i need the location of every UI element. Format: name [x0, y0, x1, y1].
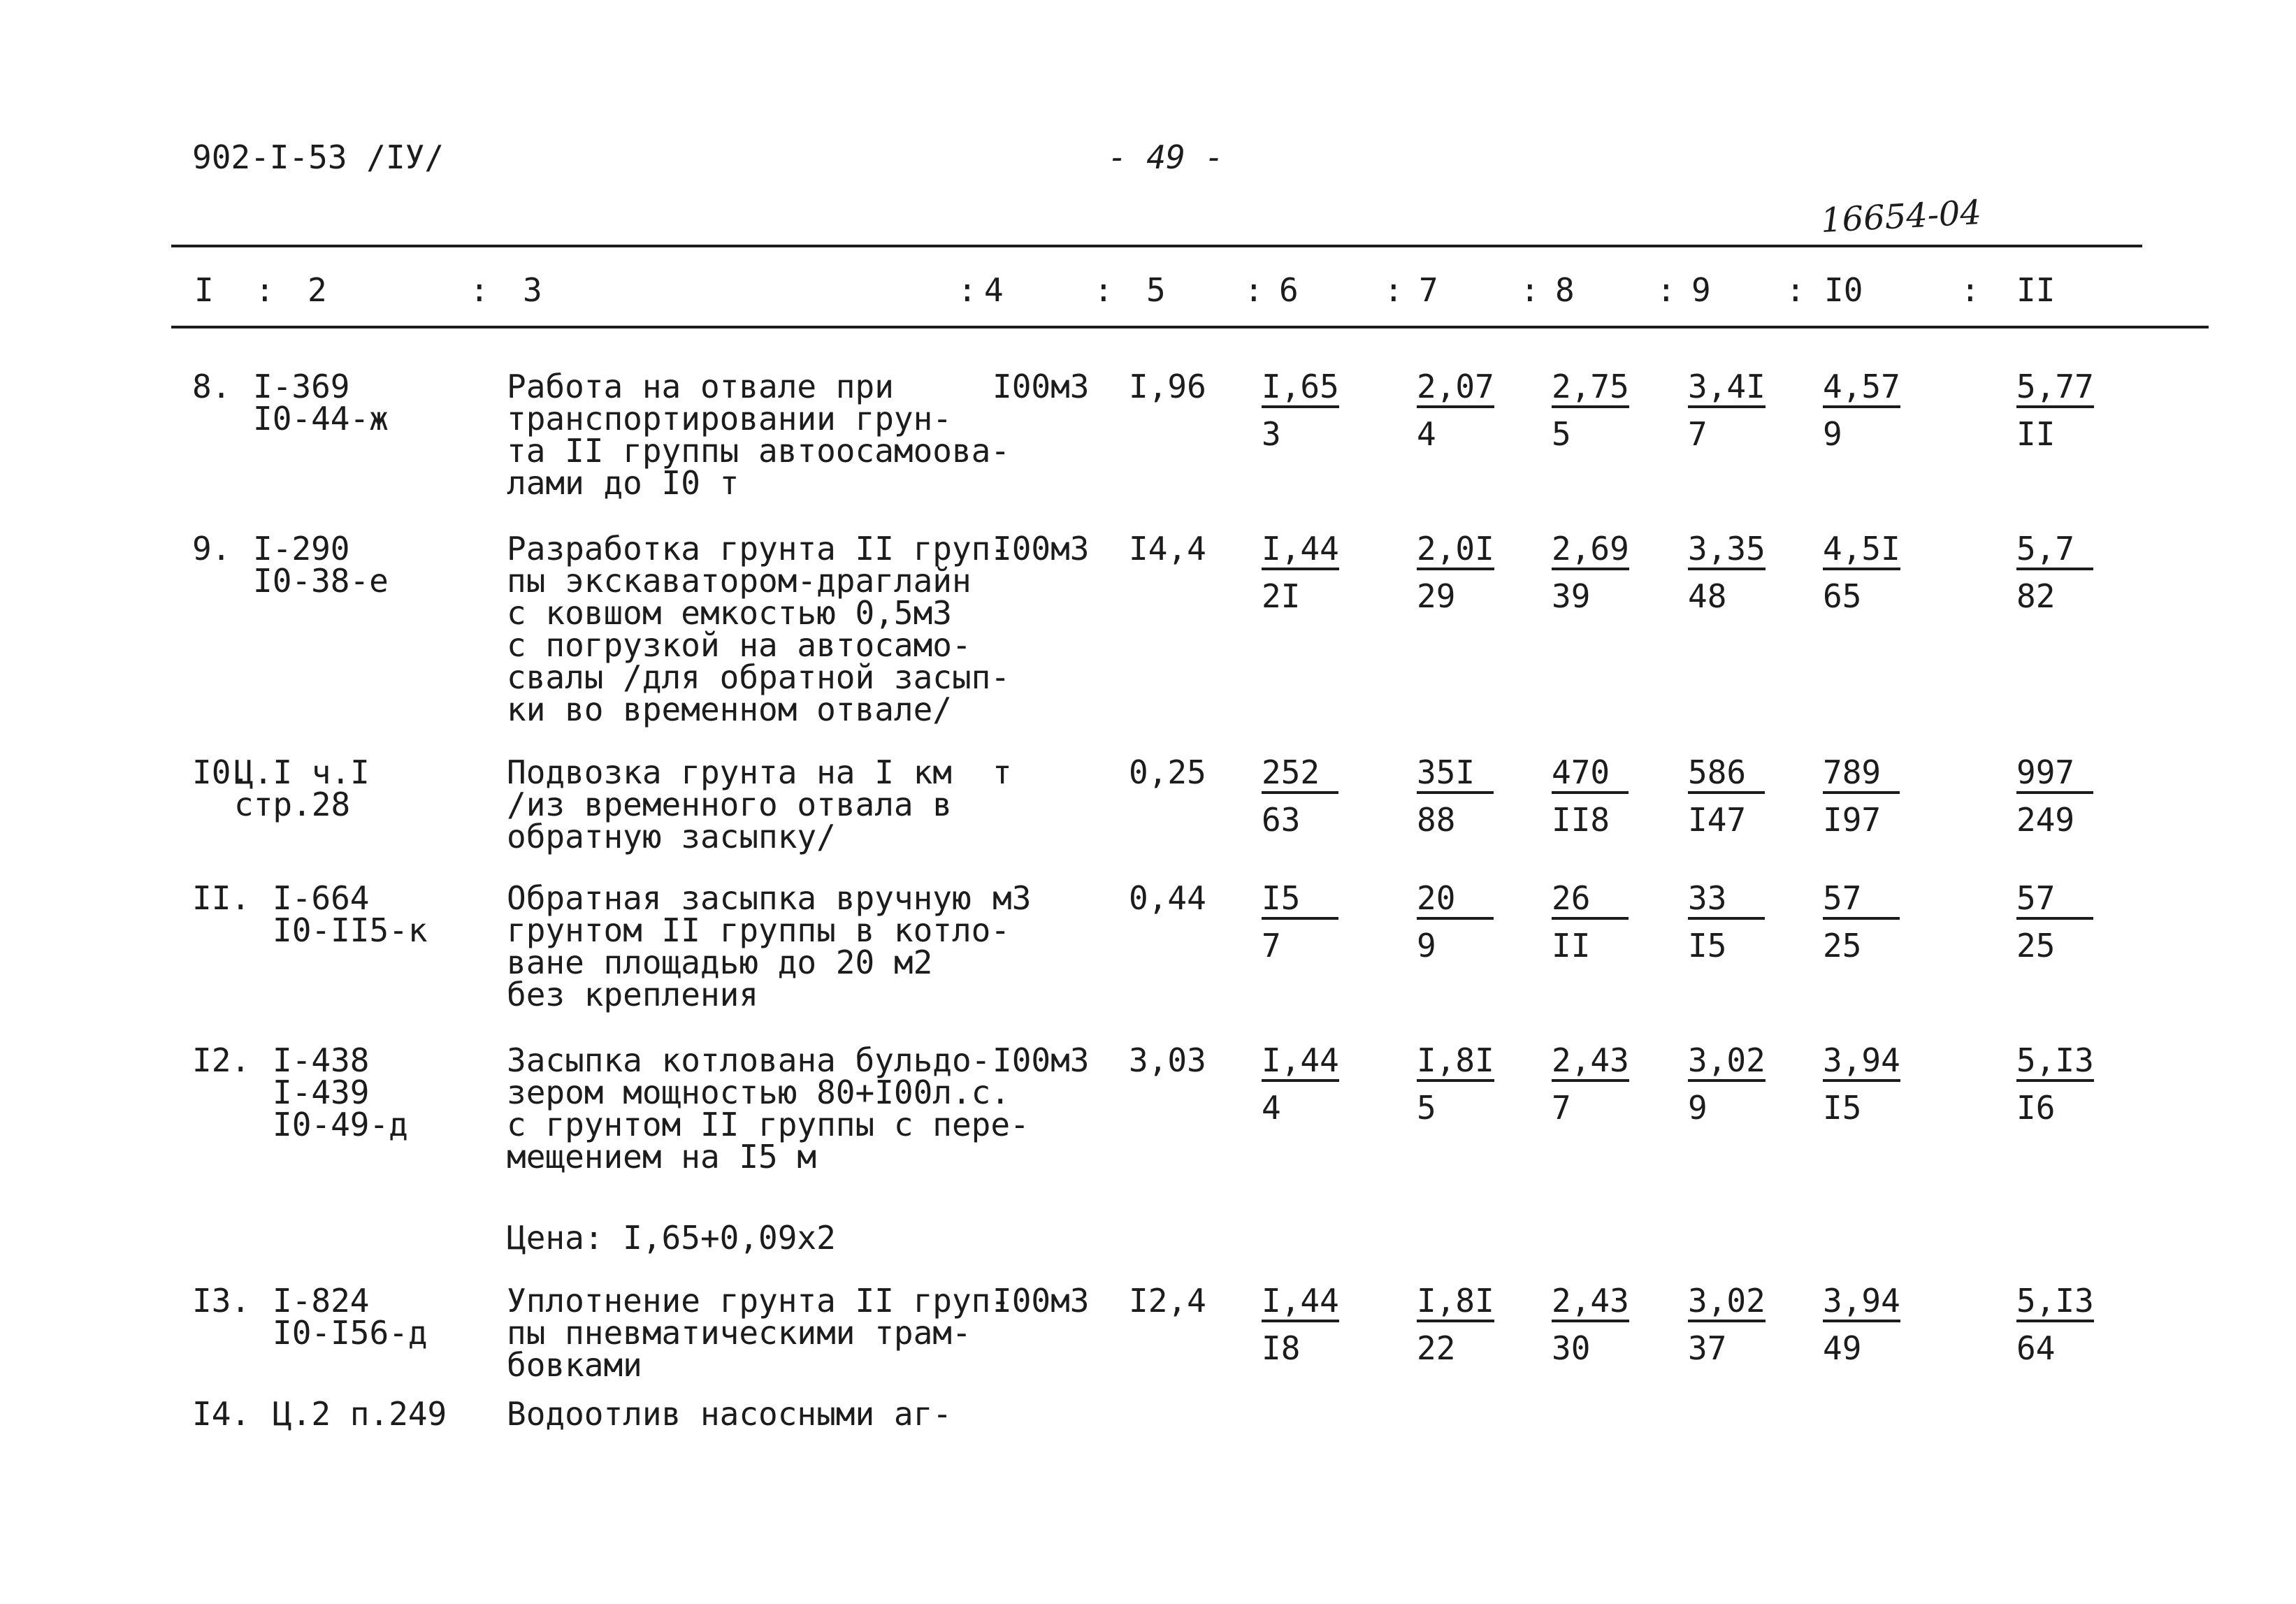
cost-total: 7 — [1552, 1089, 1571, 1127]
cost-fraction-col-9 — [1688, 879, 1765, 964]
column-separator: : — [1384, 271, 1403, 309]
cost-fraction-col-6 — [1262, 1282, 1339, 1367]
column-header-7: 7 — [1419, 271, 1438, 309]
cost-fraction-col-6 — [1262, 368, 1339, 453]
row-number: 8. — [192, 368, 231, 405]
column-separator: : — [470, 271, 489, 309]
cost-total: 29 — [1417, 577, 1456, 615]
work-description-line: лами до I0 т — [507, 464, 739, 502]
cost-total: I8 — [1262, 1329, 1301, 1367]
cost-total: 88 — [1417, 801, 1456, 839]
cost-fraction-col-6 — [1262, 753, 1338, 839]
registration-stamp: 16654-04 — [1819, 193, 1983, 240]
work-description-line: Работа на отвале при — [507, 368, 894, 405]
quantity: 3,03 — [1129, 1041, 1206, 1079]
work-description-line: бовками — [507, 1346, 642, 1384]
cost-total: 4 — [1262, 1089, 1281, 1127]
norm-code: I-824 — [273, 1282, 370, 1320]
cost-value: 20 — [1417, 882, 1494, 920]
header-bottom-rule — [171, 326, 2209, 328]
cost-total: II — [2016, 415, 2056, 453]
price-note: Цена: I,65+0,09х2 — [507, 1219, 836, 1257]
cost-total: I6 — [2016, 1089, 2056, 1127]
cost-value: 5,77 — [2016, 370, 2094, 408]
column-header-10: I0 — [1824, 271, 1863, 309]
column-separator: : — [1520, 271, 1540, 309]
unit: м3 — [992, 879, 1032, 917]
cost-fraction-col-10 — [1823, 368, 1900, 453]
cost-value: 5,7 — [2016, 533, 2093, 570]
cost-value: 252 — [1262, 756, 1338, 794]
norm-code: I0-II5-к — [273, 911, 428, 949]
header-top-rule — [171, 245, 2142, 247]
cost-value: 4,5I — [1823, 533, 1900, 570]
cost-fraction-col-8 — [1552, 1041, 1629, 1127]
cost-value: 586 — [1688, 756, 1765, 794]
work-description-line: пы пневматическими трам- — [507, 1314, 972, 1352]
cost-total: 64 — [2016, 1329, 2056, 1367]
cost-total: 49 — [1823, 1329, 1862, 1367]
column-header-6: 6 — [1279, 271, 1299, 309]
work-description-line: свалы /для обратной засып- — [507, 658, 1011, 696]
unit: I00м3 — [992, 1041, 1090, 1079]
cost-fraction-col-9 — [1688, 530, 1766, 615]
row-number: II. — [192, 879, 251, 917]
cost-value: 789 — [1823, 756, 1900, 794]
cost-fraction-col-9 — [1688, 1282, 1766, 1367]
work-description-line: без крепления — [507, 976, 759, 1013]
work-description-line: обратную засыпку/ — [507, 818, 836, 855]
cost-value: 5,I3 — [2016, 1044, 2094, 1082]
cost-fraction-col-8 — [1552, 753, 1629, 839]
work-description-line: /из временного отвала в — [507, 786, 952, 823]
column-header-9: 9 — [1691, 271, 1711, 309]
cost-value: 2,75 — [1552, 370, 1629, 408]
column-separator: : — [1786, 271, 1805, 309]
column-separator: : — [1094, 271, 1113, 309]
cost-fraction-col-7 — [1417, 368, 1494, 453]
cost-total: 39 — [1552, 577, 1591, 615]
work-description-line: с грунтом II группы с пере- — [507, 1106, 1030, 1143]
quantity: I2,4 — [1129, 1282, 1206, 1320]
column-header-3: 3 — [523, 271, 542, 309]
cost-total: II8 — [1552, 801, 1610, 839]
cost-value: 26 — [1552, 882, 1629, 920]
column-header-1: I — [194, 271, 214, 309]
cost-total: 9 — [1417, 927, 1436, 964]
cost-fraction-col-10 — [1823, 1282, 1900, 1367]
cost-fraction-col-8 — [1552, 879, 1629, 964]
cost-value: I,8I — [1417, 1044, 1494, 1082]
cost-fraction-col-11 — [2016, 879, 2093, 964]
cost-value: 2,69 — [1552, 533, 1629, 570]
cost-total: 48 — [1688, 577, 1727, 615]
norm-code: I0-38-е — [253, 562, 389, 600]
cost-value: 4,57 — [1823, 370, 1900, 408]
cost-total: 9 — [1823, 415, 1842, 453]
work-description-line: с погрузкой на автосамо- — [507, 626, 972, 664]
cost-value: I,44 — [1262, 1044, 1339, 1082]
cost-total: 9 — [1688, 1089, 1707, 1127]
unit: I00м3 — [992, 530, 1090, 568]
cost-value: 2,43 — [1552, 1044, 1629, 1082]
cost-value: 2,0I — [1417, 533, 1494, 570]
cost-fraction-col-9 — [1688, 1041, 1766, 1127]
cost-total: 65 — [1823, 577, 1862, 615]
cost-value: 3,4I — [1688, 370, 1766, 408]
quantity: 0,44 — [1129, 879, 1206, 917]
row-number: I3. — [192, 1282, 251, 1320]
quantity: I,96 — [1129, 368, 1206, 405]
cost-total: 5 — [1552, 415, 1571, 453]
work-description-line: Засыпка котлована бульдо- — [507, 1041, 991, 1079]
row-number: I2. — [192, 1041, 251, 1079]
cost-total: 4 — [1417, 415, 1436, 453]
column-header-2: 2 — [308, 271, 327, 309]
cost-value: I,65 — [1262, 370, 1339, 408]
cost-fraction-col-8 — [1552, 530, 1629, 615]
cost-fraction-col-6 — [1262, 1041, 1339, 1127]
row-number: I4. — [192, 1395, 251, 1433]
cost-fraction-col-10 — [1823, 753, 1900, 839]
cost-fraction-col-11 — [2016, 753, 2093, 839]
cost-fraction-col-8 — [1552, 368, 1629, 453]
unit: I00м3 — [992, 1282, 1090, 1320]
unit: т — [992, 753, 1012, 791]
cost-total: II — [1552, 927, 1591, 964]
cost-total: 7 — [1688, 415, 1707, 453]
cost-fraction-col-7 — [1417, 753, 1494, 839]
cost-value: 470 — [1552, 756, 1629, 794]
work-description-line: грунтом II группы в котло- — [507, 911, 1011, 949]
column-header-5: 5 — [1146, 271, 1166, 309]
cost-fraction-col-10 — [1823, 1041, 1900, 1127]
cost-value: 57 — [2016, 882, 2093, 920]
cost-fraction-col-11 — [2016, 530, 2093, 615]
work-description-line: Водоотлив насосными аг- — [507, 1395, 952, 1433]
cost-fraction-col-9 — [1688, 368, 1766, 453]
work-description-line: ки во временном отвале/ — [507, 691, 952, 728]
column-header-11: II — [2016, 271, 2056, 309]
work-description-line: Разработка грунта II груп- — [507, 530, 1011, 568]
page-number: - 49 - — [1108, 138, 1225, 176]
cost-fraction-col-8 — [1552, 1282, 1629, 1367]
cost-total: 25 — [1823, 927, 1862, 964]
cost-fraction-col-11 — [2016, 368, 2094, 453]
cost-fraction-col-6 — [1262, 530, 1339, 615]
norm-code: Ц.I ч.I — [234, 753, 370, 791]
cost-value: 33 — [1688, 882, 1765, 920]
norm-code: I0-49-д — [273, 1106, 408, 1143]
cost-total: 82 — [2016, 577, 2056, 615]
cost-total: 63 — [1262, 801, 1301, 839]
cost-fraction-col-7 — [1417, 1282, 1494, 1367]
cost-value: 3,35 — [1688, 533, 1766, 570]
cost-total: 30 — [1552, 1329, 1591, 1367]
cost-total: 2I — [1262, 577, 1301, 615]
norm-code: Ц.2 п.249 — [273, 1395, 447, 1433]
work-description-line: Обратная засыпка вручную — [507, 879, 972, 917]
cost-total: 3 — [1262, 415, 1281, 453]
quantity: I4,4 — [1129, 530, 1206, 568]
document-code: 902-I-53 /IУ/ — [192, 138, 445, 176]
cost-total: 25 — [2016, 927, 2056, 964]
column-header-8: 8 — [1555, 271, 1575, 309]
cost-value: 35I — [1417, 756, 1494, 794]
column-separator: : — [1961, 271, 1980, 309]
cost-total: 7 — [1262, 927, 1281, 964]
cost-value: 3,94 — [1823, 1044, 1900, 1082]
work-description-line: транспортировании грун- — [507, 400, 952, 438]
cost-fraction-col-7 — [1417, 1041, 1494, 1127]
cost-total: 5 — [1417, 1089, 1436, 1127]
work-description-line: Уплотнение грунта II груп- — [507, 1282, 1011, 1320]
quantity: 0,25 — [1129, 753, 1206, 791]
cost-fraction-col-10 — [1823, 530, 1900, 615]
norm-code: I-664 — [273, 879, 370, 917]
column-separator: : — [1244, 271, 1264, 309]
cost-total: I5 — [1688, 927, 1727, 964]
cost-value: 2,43 — [1552, 1285, 1629, 1322]
cost-total: 22 — [1417, 1329, 1456, 1367]
unit: I00м3 — [992, 368, 1090, 405]
norm-code: стр.28 — [234, 786, 351, 823]
norm-code: I-369 — [253, 368, 350, 405]
cost-fraction-col-7 — [1417, 530, 1494, 615]
cost-total: I97 — [1823, 801, 1882, 839]
cost-fraction-col-10 — [1823, 879, 1900, 964]
cost-total: I47 — [1688, 801, 1747, 839]
cost-value: 3,02 — [1688, 1044, 1766, 1082]
cost-value: I,8I — [1417, 1285, 1494, 1322]
cost-value: 2,07 — [1417, 370, 1494, 408]
work-description-line: Подвозка грунта на I км — [507, 753, 952, 791]
cost-total: 249 — [2016, 801, 2075, 839]
cost-fraction-col-6 — [1262, 879, 1338, 964]
cost-total: 37 — [1688, 1329, 1727, 1367]
cost-value: I,44 — [1262, 533, 1339, 570]
cost-value: 57 — [1823, 882, 1900, 920]
column-separator: : — [958, 271, 977, 309]
cost-value: I,44 — [1262, 1285, 1339, 1322]
work-description-line: с ковшом емкостью 0,5м3 — [507, 594, 952, 632]
cost-value: 997 — [2016, 756, 2093, 794]
cost-fraction-col-11 — [2016, 1041, 2094, 1127]
work-description-line: ване площадью до 20 м2 — [507, 944, 933, 981]
column-separator: : — [255, 271, 275, 309]
cost-fraction-col-11 — [2016, 1282, 2094, 1367]
cost-value: 3,02 — [1688, 1285, 1766, 1322]
work-description-line: мещением на I5 м — [507, 1138, 817, 1176]
column-header-4: 4 — [984, 271, 1004, 309]
work-description-line: зером мощностью 80+I00л.с. — [507, 1074, 1011, 1111]
norm-code: I-439 — [273, 1074, 370, 1111]
cost-value: 5,I3 — [2016, 1285, 2094, 1322]
norm-code: I0-I56-д — [273, 1314, 428, 1352]
work-description-line: та II группы автоосамоова- — [507, 432, 1011, 470]
cost-value: I5 — [1262, 882, 1338, 920]
row-number: I0. — [192, 753, 251, 791]
cost-fraction-col-7 — [1417, 879, 1494, 964]
norm-code: I-290 — [253, 530, 350, 568]
norm-code: I-438 — [273, 1041, 370, 1079]
norm-code: I0-44-ж — [253, 400, 389, 438]
cost-value: 3,94 — [1823, 1285, 1900, 1322]
work-description-line: пы экскаватором-драглайн — [507, 562, 972, 600]
column-separator: : — [1656, 271, 1676, 309]
row-number: 9. — [192, 530, 231, 568]
cost-total: I5 — [1823, 1089, 1862, 1127]
cost-fraction-col-9 — [1688, 753, 1765, 839]
